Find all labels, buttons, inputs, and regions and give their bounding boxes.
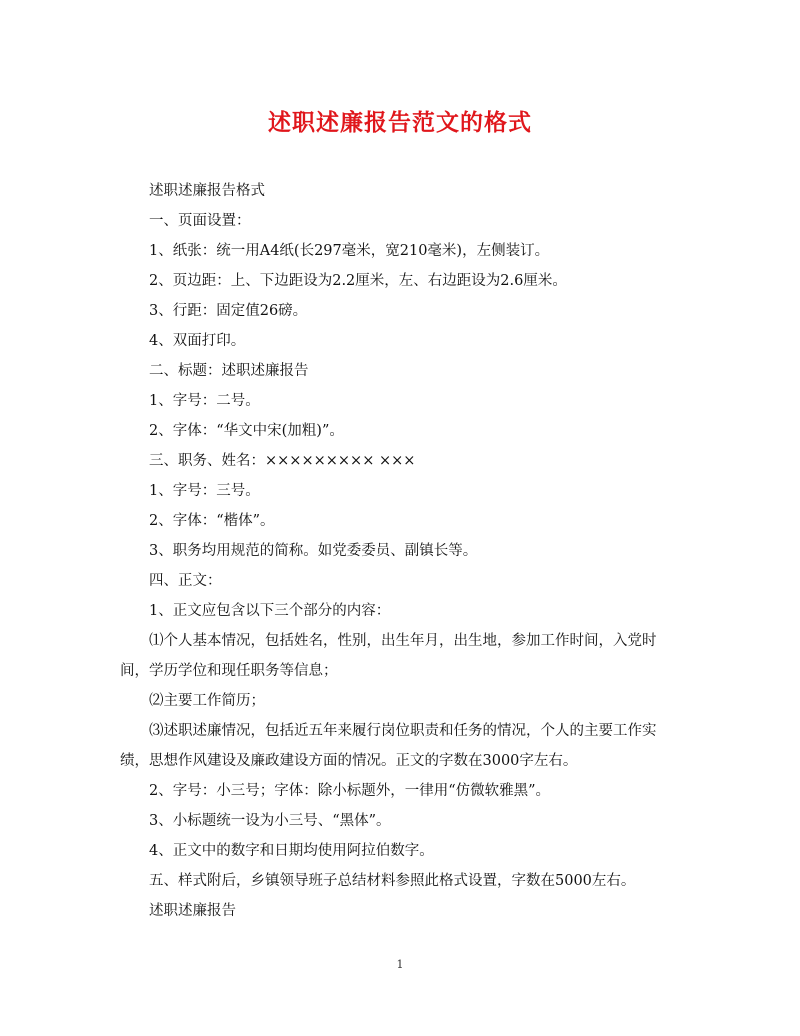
paragraph: 3、职务均用规范的简称。如党委委员、副镇长等。 (149, 543, 478, 559)
paragraph: 1、字号：二号。 (149, 393, 260, 409)
page-number: 1 (396, 958, 404, 971)
paragraph: 3、小标题统一设为小三号、“黑体”。 (149, 813, 391, 829)
paragraph: ⑵主要工作简历； (149, 693, 265, 709)
paragraph: ⑴个人基本情况，包括姓名，性别，出生年月，出生地，参加工作时间，入党时间，学历学位和现任职务等信息； (120, 633, 657, 679)
paragraph: 述职述廉报告 (149, 903, 236, 919)
paragraph: 1、纸张：统一用A4纸(长297毫米，宽210毫米)，左侧装订。 (149, 243, 550, 259)
paragraph: 二、标题：述职述廉报告 (149, 363, 309, 379)
paragraph: 1、正文应包含以下三个部分的内容： (149, 603, 391, 619)
document-title: 述职述廉报告范文的格式 (268, 109, 532, 136)
paragraph: 五、样式附后，乡镇领导班子总结材料参照此格式设置，字数在5000左右。 (149, 873, 636, 889)
paragraph: 述职述廉报告格式 (149, 183, 265, 199)
paragraph: 三、职务、姓名：××××××××× ××× (149, 453, 416, 469)
paragraph: 2、字体：“楷体”。 (149, 513, 275, 529)
paragraph: 一、页面设置： (149, 213, 251, 229)
paragraph: 4、正文中的数字和日期均使用阿拉伯数字。 (149, 843, 434, 859)
paragraph: 2、字体：“华文中宋(加粗)”。 (149, 423, 344, 439)
paragraph: ⑶述职述廉情况，包括近五年来履行岗位职责和任务的情况，个人的主要工作实绩，思想作风建设及廉政建设方面的情况。正文的字数在3000字左右。 (120, 723, 657, 769)
paragraph: 4、双面打印。 (149, 333, 246, 349)
paragraph: 2、页边距：上、下边距设为2.2厘米，左、右边距设为2.6厘米。 (149, 273, 567, 289)
document-body (120, 176, 680, 926)
paragraph: 1、字号：三号。 (149, 483, 260, 499)
paragraph: 3、行距：固定值26磅。 (149, 303, 308, 319)
paragraph: 2、字号：小三号；字体：除小标题外，一律用“仿微软雅黑”。 (149, 783, 551, 799)
paragraph: 四、正文： (149, 573, 222, 589)
